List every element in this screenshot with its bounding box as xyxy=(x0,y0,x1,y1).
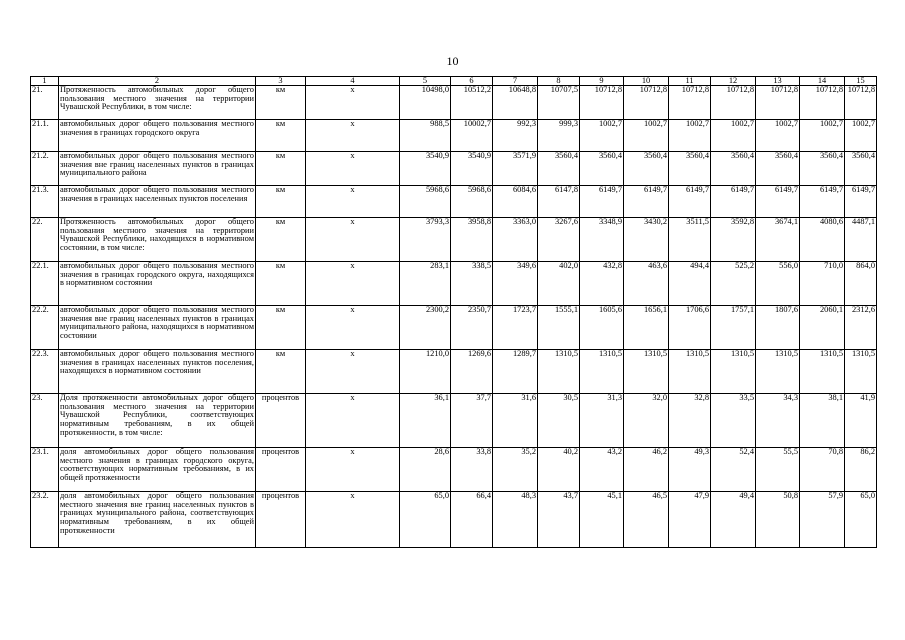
table-row xyxy=(31,218,877,262)
value-cell: 494,4 xyxy=(669,262,711,306)
value-cell: 3674,1 xyxy=(756,218,800,262)
value-cell: 31,3 xyxy=(580,394,624,448)
value-cell: 10002,7 xyxy=(451,120,493,152)
value-cell: 3560,4 xyxy=(624,152,669,186)
header-cell: 1 xyxy=(31,77,59,86)
value-cell: 10498,0 xyxy=(400,86,451,120)
value-cell: 1723,7 xyxy=(493,306,538,350)
row-number: 23. xyxy=(31,394,59,448)
table-row xyxy=(31,394,877,448)
table-row xyxy=(31,492,877,548)
column-4-cell: x xyxy=(306,120,400,152)
table-row xyxy=(31,186,877,218)
value-cell: 10707,5 xyxy=(538,86,580,120)
column-4-cell: x xyxy=(306,86,400,120)
unit-cell: км xyxy=(256,306,306,350)
value-cell: 1002,7 xyxy=(624,120,669,152)
unit-cell: процентов xyxy=(256,492,306,548)
indicator-name: автомобильных дорог общего пользования местного значения в границах городского округа xyxy=(59,120,256,152)
row-number: 21.2. xyxy=(31,152,59,186)
value-cell: 1002,7 xyxy=(800,120,845,152)
table-row xyxy=(31,306,877,350)
unit-cell: км xyxy=(256,218,306,262)
value-cell: 1310,5 xyxy=(800,350,845,394)
value-cell: 10712,8 xyxy=(711,86,756,120)
value-cell: 10512,2 xyxy=(451,86,493,120)
value-cell: 65,0 xyxy=(845,492,877,548)
value-cell: 33,8 xyxy=(451,448,493,492)
value-cell: 1289,7 xyxy=(493,350,538,394)
row-number: 22. xyxy=(31,218,59,262)
value-cell: 999,3 xyxy=(538,120,580,152)
value-cell: 1002,7 xyxy=(669,120,711,152)
value-cell: 34,3 xyxy=(756,394,800,448)
unit-cell: км xyxy=(256,350,306,394)
unit-cell: процентов xyxy=(256,394,306,448)
value-cell: 525,2 xyxy=(711,262,756,306)
table-row xyxy=(31,152,877,186)
value-cell: 49,3 xyxy=(669,448,711,492)
row-number: 21.1. xyxy=(31,120,59,152)
value-cell: 992,3 xyxy=(493,120,538,152)
indicator-name: доля автомобильных дорог общего пользования местного значения вне границ населенных пунктов в границах муниципального района, соответствующих нормативным требованиям, в их общей протяженности xyxy=(59,492,256,548)
value-cell: 35,2 xyxy=(493,448,538,492)
table-row xyxy=(31,86,877,120)
row-number: 22.2. xyxy=(31,306,59,350)
value-cell: 10712,8 xyxy=(624,86,669,120)
header-cell: 5 xyxy=(400,77,451,86)
value-cell: 1310,5 xyxy=(845,350,877,394)
value-cell: 50,8 xyxy=(756,492,800,548)
header-cell: 7 xyxy=(493,77,538,86)
value-cell: 1555,1 xyxy=(538,306,580,350)
column-4-cell: x xyxy=(306,492,400,548)
value-cell: 6147,8 xyxy=(538,186,580,218)
value-cell: 3958,8 xyxy=(451,218,493,262)
value-cell: 48,3 xyxy=(493,492,538,548)
indicator-name: автомобильных дорог общего пользования местного значения вне границ населенных пунктов в границах муниципального района, находящихся в нормативном состоянии xyxy=(59,306,256,350)
value-cell: 3363,0 xyxy=(493,218,538,262)
value-cell: 1002,7 xyxy=(756,120,800,152)
value-cell: 432,8 xyxy=(580,262,624,306)
value-cell: 4487,1 xyxy=(845,218,877,262)
value-cell: 1706,6 xyxy=(669,306,711,350)
indicators-table xyxy=(30,76,877,548)
value-cell: 1310,5 xyxy=(624,350,669,394)
value-cell: 49,4 xyxy=(711,492,756,548)
row-number: 22.3. xyxy=(31,350,59,394)
value-cell: 30,5 xyxy=(538,394,580,448)
value-cell: 52,4 xyxy=(711,448,756,492)
table-row xyxy=(31,262,877,306)
value-cell: 43,7 xyxy=(538,492,580,548)
value-cell: 6149,7 xyxy=(756,186,800,218)
value-cell: 1002,7 xyxy=(711,120,756,152)
value-cell: 3592,8 xyxy=(711,218,756,262)
header-cell: 11 xyxy=(669,77,711,86)
column-4-cell: x xyxy=(306,218,400,262)
value-cell: 3560,4 xyxy=(711,152,756,186)
value-cell: 1310,5 xyxy=(711,350,756,394)
unit-cell: км xyxy=(256,262,306,306)
indicator-name: доля автомобильных дорог общего пользования местного значения в границах городского округа, соответствующих нормативным требованиям, в их общей протяженности xyxy=(59,448,256,492)
header-cell: 8 xyxy=(538,77,580,86)
value-cell: 28,6 xyxy=(400,448,451,492)
value-cell: 3560,4 xyxy=(669,152,711,186)
value-cell: 86,2 xyxy=(845,448,877,492)
header-cell: 6 xyxy=(451,77,493,86)
value-cell: 70,8 xyxy=(800,448,845,492)
value-cell: 4080,6 xyxy=(800,218,845,262)
table-body xyxy=(31,77,877,548)
value-cell: 1605,6 xyxy=(580,306,624,350)
value-cell: 3430,2 xyxy=(624,218,669,262)
value-cell: 37,7 xyxy=(451,394,493,448)
table-row xyxy=(31,448,877,492)
header-cell: 9 xyxy=(580,77,624,86)
value-cell: 10712,8 xyxy=(669,86,711,120)
value-cell: 1310,5 xyxy=(538,350,580,394)
column-4-cell: x xyxy=(306,186,400,218)
value-cell: 6149,7 xyxy=(800,186,845,218)
header-cell: 2 xyxy=(59,77,256,86)
value-cell: 2350,7 xyxy=(451,306,493,350)
value-cell: 6149,7 xyxy=(580,186,624,218)
value-cell: 710,0 xyxy=(800,262,845,306)
value-cell: 556,0 xyxy=(756,262,800,306)
value-cell: 3560,4 xyxy=(580,152,624,186)
value-cell: 6149,7 xyxy=(624,186,669,218)
unit-cell: км xyxy=(256,120,306,152)
value-cell: 1656,1 xyxy=(624,306,669,350)
value-cell: 66,4 xyxy=(451,492,493,548)
unit-cell: км xyxy=(256,186,306,218)
value-cell: 402,0 xyxy=(538,262,580,306)
value-cell: 988,5 xyxy=(400,120,451,152)
unit-cell: км xyxy=(256,86,306,120)
header-cell: 3 xyxy=(256,77,306,86)
value-cell: 1002,7 xyxy=(845,120,877,152)
value-cell: 5968,6 xyxy=(400,186,451,218)
value-cell: 31,6 xyxy=(493,394,538,448)
value-cell: 47,9 xyxy=(669,492,711,548)
header-cell: 15 xyxy=(845,77,877,86)
value-cell: 5968,6 xyxy=(451,186,493,218)
value-cell: 32,8 xyxy=(669,394,711,448)
value-cell: 10712,8 xyxy=(580,86,624,120)
unit-cell: процентов xyxy=(256,448,306,492)
value-cell: 463,6 xyxy=(624,262,669,306)
value-cell: 6149,7 xyxy=(711,186,756,218)
value-cell: 1310,5 xyxy=(669,350,711,394)
value-cell: 1002,7 xyxy=(580,120,624,152)
value-cell: 46,5 xyxy=(624,492,669,548)
value-cell: 3560,4 xyxy=(800,152,845,186)
header-cell: 13 xyxy=(756,77,800,86)
value-cell: 38,1 xyxy=(800,394,845,448)
value-cell: 1757,1 xyxy=(711,306,756,350)
value-cell: 43,2 xyxy=(580,448,624,492)
value-cell: 2312,6 xyxy=(845,306,877,350)
indicator-name: автомобильных дорог общего пользования местного значения в границах населенных пунктов поселения, находящихся в нормативном состоянии xyxy=(59,350,256,394)
value-cell: 55,5 xyxy=(756,448,800,492)
indicator-name: Протяженность автомобильных дорог общего пользования местного значения на территории Чувашской Республики, находящихся в нормативном состоянии, в том числе: xyxy=(59,218,256,262)
row-number: 21. xyxy=(31,86,59,120)
value-cell: 864,0 xyxy=(845,262,877,306)
column-4-cell: x xyxy=(306,394,400,448)
value-cell: 46,2 xyxy=(624,448,669,492)
column-4-cell: x xyxy=(306,152,400,186)
value-cell: 1269,6 xyxy=(451,350,493,394)
row-number: 22.1. xyxy=(31,262,59,306)
value-cell: 6084,6 xyxy=(493,186,538,218)
value-cell: 10712,8 xyxy=(845,86,877,120)
value-cell: 3540,9 xyxy=(451,152,493,186)
value-cell: 3560,4 xyxy=(756,152,800,186)
value-cell: 65,0 xyxy=(400,492,451,548)
value-cell: 1310,5 xyxy=(756,350,800,394)
value-cell: 283,1 xyxy=(400,262,451,306)
value-cell: 57,9 xyxy=(800,492,845,548)
value-cell: 10712,8 xyxy=(756,86,800,120)
value-cell: 3793,3 xyxy=(400,218,451,262)
value-cell: 349,6 xyxy=(493,262,538,306)
row-number: 23.1. xyxy=(31,448,59,492)
table-header-row xyxy=(31,77,877,86)
value-cell: 2300,2 xyxy=(400,306,451,350)
column-4-cell: x xyxy=(306,448,400,492)
header-cell: 4 xyxy=(306,77,400,86)
value-cell: 41,9 xyxy=(845,394,877,448)
value-cell: 6149,7 xyxy=(669,186,711,218)
value-cell: 1310,5 xyxy=(580,350,624,394)
indicator-name: Протяженность автомобильных дорог общего пользования местного значения на территории Чувашской Республики, в том числе: xyxy=(59,86,256,120)
value-cell: 3560,4 xyxy=(538,152,580,186)
table-row xyxy=(31,350,877,394)
column-4-cell: x xyxy=(306,262,400,306)
value-cell: 1210,0 xyxy=(400,350,451,394)
row-number: 21.3. xyxy=(31,186,59,218)
header-cell: 12 xyxy=(711,77,756,86)
page-number: 10 xyxy=(446,54,459,68)
value-cell: 33,5 xyxy=(711,394,756,448)
header-cell: 10 xyxy=(624,77,669,86)
value-cell: 3267,6 xyxy=(538,218,580,262)
indicator-name: автомобильных дорог общего пользования местного значения вне границ населенных пунктов в границах муниципального района xyxy=(59,152,256,186)
column-4-cell: x xyxy=(306,306,400,350)
row-number: 23.2. xyxy=(31,492,59,548)
unit-cell: км xyxy=(256,152,306,186)
value-cell: 45,1 xyxy=(580,492,624,548)
table-row xyxy=(31,120,877,152)
column-4-cell: x xyxy=(306,350,400,394)
value-cell: 338,5 xyxy=(451,262,493,306)
value-cell: 2060,1 xyxy=(800,306,845,350)
value-cell: 3571,9 xyxy=(493,152,538,186)
value-cell: 10712,8 xyxy=(800,86,845,120)
value-cell: 36,1 xyxy=(400,394,451,448)
header-cell: 14 xyxy=(800,77,845,86)
indicator-name: Доля протяженности автомобильных дорог общего пользования местного значения на территории Чувашской Республики, соответствующих нормативным требованиям, в их общей протяженности, в том числе: xyxy=(59,394,256,448)
value-cell: 3511,5 xyxy=(669,218,711,262)
value-cell: 10648,8 xyxy=(493,86,538,120)
value-cell: 40,2 xyxy=(538,448,580,492)
value-cell: 6149,7 xyxy=(845,186,877,218)
indicator-name: автомобильных дорог общего пользования местного значения в границах населенных пунктов поселения xyxy=(59,186,256,218)
value-cell: 1807,6 xyxy=(756,306,800,350)
value-cell: 3540,9 xyxy=(400,152,451,186)
value-cell: 3348,9 xyxy=(580,218,624,262)
value-cell: 3560,4 xyxy=(845,152,877,186)
indicator-name: автомобильных дорог общего пользования местного значения в границах городского округа, находящихся в нормативном состоянии xyxy=(59,262,256,306)
value-cell: 32,0 xyxy=(624,394,669,448)
